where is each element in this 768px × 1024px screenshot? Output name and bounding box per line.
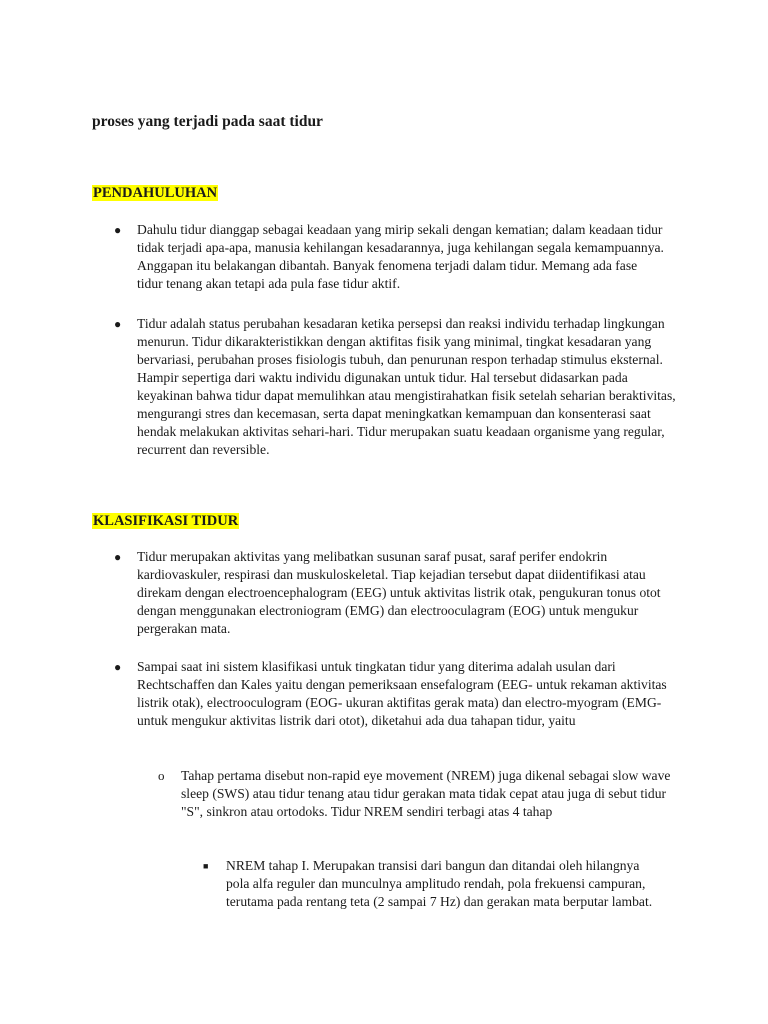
list-item: Tidur adalah status perubahan kesadaran ketika persepsi dan reaksi individu terhadap lingkungan menurun. Tidur dikarakteristikkan dengan aktifitas fisik yang minimal, tingkat kesadaran yang bervariasi, perubahan proses fisiologis tubuh, dan penurunan respon terhadap stimulus eksternal. Hampir sepertiga dari waktu individu digunakan untuk tidur. Hal tersebut didasarkan pada keyakinan bahwa tidur dapat memulihkan atau mengistirahatkan fisik setelah seharian beraktivitas, mengurangi stres dan kecemasan, serta dapat meningkatkan kemampuan dan konsenterasi saat hendak melakukan aktivitas sehari-hari. Tidur merupakan suatu keadaan organisme yang regular, recurrent dan reversible.: [137, 316, 676, 457]
list-item: Tidur merupakan aktivitas yang melibatkan susunan saraf pusat, saraf perifer endokrin kardiovaskuler, respirasi dan muskuloskeletal. Tiap kejadian tersebut dapat diidentifikasi atau direkam dengan electroencephalogram (EEG) untuk aktivitas listrik otak, pengukuran tonus otot dengan menggunakan electroniogram (EMG) dan electrooculagram (EOG) untuk mengukur pergerakan mata.: [137, 549, 661, 636]
bullet-circle: o: [158, 768, 165, 783]
bullet-disc: ●: [114, 317, 122, 331]
list-item: Dahulu tidur dianggap sebagai keadaan yang mirip sekali dengan kematian; dalam keadaan tidur tidak terjadi apa-apa, manusia kehilangan kesadarannya, juga kehilangan segala kemampuannya. Anggapan itu belakangan dibantah. Banyak fenomena terjadi dalam tidur. Memang ada fase tidur tenang akan tetapi ada pula fase tidur aktif.: [137, 222, 664, 291]
section-heading-pendahuluan: PENDAHULUHAN: [93, 185, 218, 201]
section-heading-klasifikasi-tidur: KLASIFIKASI TIDUR: [93, 513, 239, 529]
bullet-disc: ●: [114, 223, 122, 237]
list-item: Sampai saat ini sistem klasifikasi untuk tingkatan tidur yang diterima adalah usulan dari Rechtschaffen dan Kales yaitu dengan pemeriksaan ensefalogram (EEG- untuk rekaman aktivitas listrik otak), electrooculogram (EOG- ukuran aktifitas gerak mata) dan electro-myogram (EMG-untuk mengukur aktivitas listrik dari otot), diketahui ada dua tahapan tidur, yaitu: [137, 659, 667, 728]
bullet-square: ■: [203, 861, 209, 871]
bullet-disc: ●: [114, 660, 122, 674]
bullet-disc: ●: [114, 550, 122, 564]
document-title: proses yang terjadi pada saat tidur: [92, 113, 323, 130]
list-item-sub: Tahap pertama disebut non-rapid eye movement (NREM) juga dikenal sebagai slow wave sleep (SWS) atau tidur tenang atau tidur gerakan mata tidak cepat atau juga di sebut tidur "S", sinkron atau ortodoks. Tidur NREM sendiri terbagi atas 4 tahap: [181, 768, 671, 819]
list-item-sub-sub: NREM tahap I. Merupakan transisi dari bangun dan ditandai oleh hilangnya pola alfa reguler dan munculnya amplitudo rendah, pola frekuensi campuran, terutama pada rentang teta (2 sampai 7 Hz) dan gerakan mata berputar lambat.: [226, 858, 653, 909]
